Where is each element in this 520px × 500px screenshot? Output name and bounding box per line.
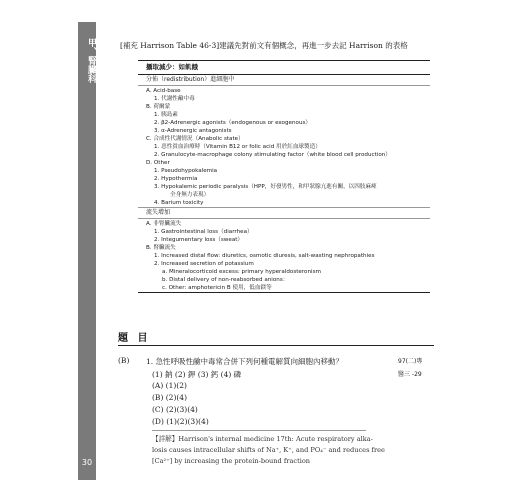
choice-a: (A) (1)(2): [152, 381, 187, 390]
table-row: 全身無力表現）: [170, 192, 210, 198]
explanation-line: losis causes intracellular shifts of Na⁺, K⁺, and PO₄⁻ and reduces free: [152, 446, 385, 454]
table-row: 1. 胰島素: [154, 112, 178, 118]
choice-b: (B) (2)(4): [152, 393, 187, 402]
table-row: 3. Hypokalemic periodic paralysis（HPP，好發男性，和甲狀腺亢進有關，以四肢麻痺: [154, 184, 377, 190]
table-row: 2. Increased secretion of potassium: [154, 261, 254, 267]
topic-divider: [118, 345, 434, 346]
question-answer: (B): [118, 356, 130, 365]
table-row: D. Other: [146, 160, 170, 166]
table-row: 1. 惡性貧血治療時（Vitamin B12 or folic acid 用於紅血球製造）: [154, 144, 321, 150]
table-row: B. 腎臟流失: [146, 245, 176, 251]
section-rows-loss: [138, 219, 430, 292]
table-row: 3. α-Adrenergic antagonists: [154, 128, 232, 134]
table-row: 2. β2-Adrenergic agonists（endogenous or exogenous）: [154, 120, 311, 126]
choice-d: (D) (1)(2)(3)(4): [152, 417, 209, 426]
table-row: 1. Pseudohypokalemia: [154, 168, 218, 174]
table-row: 1. Increased distal flow: diuretics, osmotic diuresis, salt-wasting nephropathies: [154, 253, 375, 259]
table-row: 2. Integumentary loss（sweat）: [154, 237, 244, 243]
table-row: A. 非腎臟流失: [146, 221, 182, 227]
question-source: 97(二)專: [398, 358, 423, 365]
hypokalemia-table: [138, 60, 430, 293]
question-options: (1) 鈉 (2) 鉀 (3) 鈣 (4) 磷: [152, 370, 242, 379]
table-row: B. 荷爾蒙: [146, 104, 171, 110]
section-head-redistribution: 分佈（redistribution）進細胞中: [138, 75, 430, 86]
explanation-line: [Ca²⁺] by increasing the protein-bound fraction: [152, 457, 311, 465]
chapter-sidebar: [78, 22, 96, 480]
section-head-loss: 流失增加: [138, 207, 430, 219]
table-row: b. Distal delivery of non-reabsorbed anions：: [162, 277, 289, 283]
explanation: [152, 434, 385, 467]
table-row: 4. Barium toxicity: [154, 200, 204, 206]
table-row: a. Mineralocorticoid excess: primary hyperaldosteronism: [162, 269, 321, 275]
section-rows-redistribution: [138, 86, 430, 207]
chapter-label: 甲、腎臟科: [86, 38, 96, 83]
choice-c: (C) (2)(3)(4): [152, 405, 198, 414]
table-row: 2. Hypothermia: [154, 176, 198, 182]
table-row: C. 合成性代謝情況（Anabolic state）: [146, 136, 244, 142]
intro-text: [補充 Harrison Table 46-3]建議先對前文有個概念，再進一步去記 Harrison 的表格: [120, 41, 408, 50]
table-row: 2. Granulocyte-macrophage colony stimulating factor（white blood cell production）: [154, 152, 391, 158]
table-title: 攝取減少：如飢餓: [138, 61, 430, 75]
explanation-divider: [152, 430, 366, 431]
explanation-line: 【詳解】Harrison's internal medicine 17th: Acute respiratory alka-: [152, 435, 373, 443]
table-row: 1. 代謝性鹼中毒: [154, 96, 195, 102]
table-row: A. Acid-base: [146, 88, 181, 94]
page-number: 30: [81, 458, 93, 467]
question-source-2: 醫三 -29: [398, 371, 422, 378]
table-row: 1. Gastrointestinal loss（diarrhea）: [154, 229, 253, 235]
topic-heading: 題 目: [118, 333, 151, 344]
table-row: c. Other: amphotericin B 使用，低血鎂等: [162, 285, 272, 291]
question-text: 1. 急性呼吸性鹼中毒常合併下列何種電解質向細胞內移動？: [146, 357, 344, 366]
